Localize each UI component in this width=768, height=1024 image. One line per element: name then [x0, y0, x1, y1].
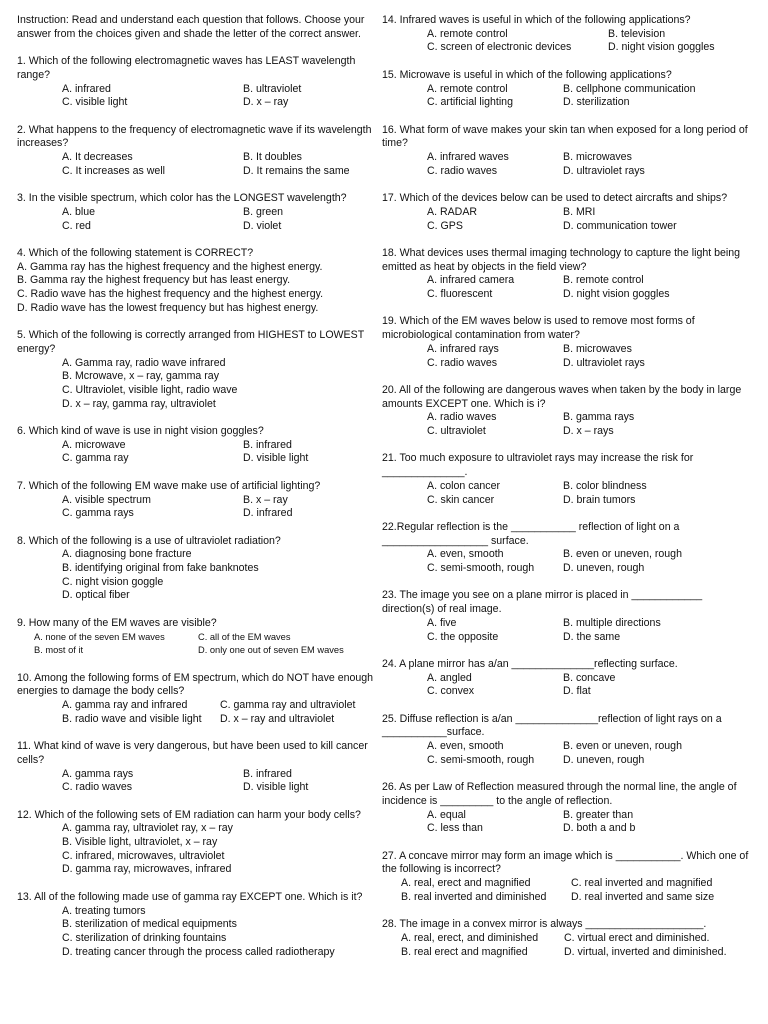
- question-28: [382, 918, 754, 959]
- option-a[interactable]: A. equal: [427, 808, 466, 821]
- option-c[interactable]: C. semi-smooth, rough: [427, 562, 535, 574]
- option-c[interactable]: C. sterilization of drinking fountains: [62, 931, 227, 944]
- question-2: [17, 124, 375, 179]
- option-a[interactable]: A. five: [427, 616, 457, 629]
- option-b[interactable]: B. most of it: [34, 645, 84, 656]
- question-stem: 14. Infrared waves is useful in which of the following applications?: [382, 14, 691, 26]
- question-17: [382, 192, 754, 233]
- option-b[interactable]: B. microwaves: [563, 342, 632, 355]
- question-stem: 25. Diffuse reflection is a/an ______________reflection of light rays on a ___________surface.: [382, 712, 722, 739]
- option-d[interactable]: D. only one out of seven EM waves: [198, 645, 344, 656]
- option-d[interactable]: D. Radio wave has the lowest frequency but has highest energy.: [17, 301, 319, 314]
- question-21: [382, 452, 754, 507]
- option-a[interactable]: A. infrared camera: [427, 274, 515, 287]
- question-stem: 28. The image in a convex mirror is always ____________________.: [382, 918, 707, 931]
- option-a[interactable]: A. blue: [62, 205, 95, 218]
- question-25: [382, 713, 754, 768]
- question-stem: 5. Which of the following is correctly arranged from HIGHEST to LOWEST energy?: [17, 329, 364, 355]
- option-d[interactable]: D. treating cancer through the process called radiotherapy: [62, 945, 335, 958]
- question-5: [17, 329, 375, 411]
- option-b[interactable]: B. remote control: [563, 274, 644, 287]
- option-a[interactable]: A. radio waves: [427, 411, 497, 424]
- question-16: [382, 124, 754, 179]
- option-b[interactable]: B. identifying original from fake banknotes: [62, 562, 259, 574]
- option-b[interactable]: B. real erect and magnified: [401, 945, 528, 958]
- question-27: [382, 850, 754, 905]
- option-c[interactable]: C. radio waves: [427, 356, 498, 369]
- option-c[interactable]: C. Radio wave has the highest frequency and the highest energy.: [17, 288, 324, 300]
- question-20: [382, 384, 754, 439]
- question-3: [17, 192, 375, 233]
- question-23: [382, 589, 754, 644]
- option-b[interactable]: B. infrared: [243, 438, 292, 451]
- option-a[interactable]: A. remote control: [427, 27, 508, 40]
- option-b[interactable]: B. gamma rays: [563, 411, 635, 424]
- question-stem: 7. Which of the following EM wave make use of artificial lighting?: [17, 479, 321, 492]
- option-d[interactable]: D. x – ray and ultraviolet: [220, 712, 335, 725]
- option-a[interactable]: A. real, erect, and diminished: [401, 931, 539, 944]
- option-a[interactable]: A. Gamma ray, radio wave infrared: [62, 356, 226, 369]
- option-b[interactable]: B. radio wave and visible light: [62, 712, 202, 725]
- option-b[interactable]: B. real inverted and diminished: [401, 890, 547, 903]
- option-a[interactable]: A. gamma ray and infrared: [62, 699, 188, 711]
- question-14: [382, 14, 754, 55]
- option-b[interactable]: B. infrared: [243, 767, 292, 780]
- question-22: [382, 521, 754, 576]
- question-stem: 3. In the visible spectrum, which color has the LONGEST wavelength?: [17, 192, 347, 205]
- question-12: [17, 809, 375, 878]
- question-stem: 16. What form of wave makes your skin tan when exposed for a long period of time?: [382, 123, 748, 150]
- option-a[interactable]: A. infrared rays: [427, 342, 499, 355]
- option-c[interactable]: C. GPS: [427, 219, 463, 232]
- option-d[interactable]: D. ultraviolet rays: [563, 164, 645, 177]
- option-b[interactable]: B. green: [243, 205, 284, 218]
- question-stem: 15. Microwave is useful in which of the following applications?: [382, 68, 672, 81]
- option-d[interactable]: D. communication tower: [563, 219, 677, 232]
- option-c[interactable]: C. real inverted and magnified: [571, 877, 713, 890]
- question-19: [382, 315, 754, 370]
- option-c[interactable]: C. screen of electronic devices: [427, 41, 572, 54]
- option-b[interactable]: B. greater than: [563, 808, 634, 821]
- question-stem: 27. A concave mirror may form an image which is ___________. Which one of the following is incorrect?: [382, 849, 749, 876]
- option-d[interactable]: D. real inverted and same size: [571, 890, 715, 903]
- option-b[interactable]: B. Mcrowave, x – ray, gamma ray: [62, 370, 219, 383]
- question-stem: 18. What devices uses thermal imaging technology to capture the light being emitted as heat by objects in the field view?: [382, 246, 741, 273]
- option-a[interactable]: A. remote control: [427, 82, 508, 95]
- option-b[interactable]: B. even or uneven, rough: [563, 548, 682, 561]
- question-stem: 17. Which of the devices below can be used to detect aircrafts and ships?: [382, 192, 728, 205]
- option-d[interactable]: D. sterilization: [563, 96, 630, 109]
- option-c[interactable]: C. fluorescent: [427, 288, 493, 300]
- question-stem: 4. Which of the following statement is CORRECT?: [17, 246, 254, 259]
- left-column: [17, 14, 375, 959]
- question-13: [17, 891, 375, 960]
- option-d[interactable]: D. visible light: [243, 452, 309, 465]
- option-c[interactable]: C. Ultraviolet, visible light, radio wave: [62, 383, 238, 396]
- option-c[interactable]: C. visible light: [62, 96, 128, 109]
- question-4: [17, 247, 375, 316]
- option-d[interactable]: D. gamma ray, microwaves, infrared: [62, 863, 232, 876]
- question-6: [17, 425, 375, 466]
- option-b[interactable]: B. color blindness: [563, 479, 647, 492]
- instructions: Instruction: Read and understand each question that follows. Choose your answer from the choices given and shade the letter of the correct answer.: [17, 14, 365, 40]
- option-c[interactable]: C. artificial lighting: [427, 96, 513, 109]
- question-stem: 8. Which of the following is a use of ultraviolet radiation?: [17, 534, 281, 547]
- question-9: [17, 617, 375, 658]
- option-d[interactable]: D. brain tumors: [563, 493, 636, 506]
- option-a[interactable]: A. infrared waves: [427, 151, 509, 163]
- question-8: [17, 535, 375, 604]
- question-stem: 21. Too much exposure to ultraviolet rays may increase the risk for ______________.: [382, 452, 694, 479]
- option-c[interactable]: C. radio waves: [427, 164, 498, 177]
- option-b[interactable]: B. Gamma ray the highest frequency but has least energy.: [17, 274, 291, 287]
- option-a[interactable]: A. microwave: [62, 438, 126, 451]
- option-a[interactable]: A. colon cancer: [427, 479, 501, 492]
- option-c[interactable]: C. night vision goggle: [62, 575, 164, 588]
- option-d[interactable]: D. ultraviolet rays: [563, 356, 645, 369]
- option-b[interactable]: B. multiple directions: [563, 616, 661, 629]
- option-c[interactable]: C. gamma ray: [62, 452, 129, 465]
- option-a[interactable]: A. diagnosing bone fracture: [62, 548, 192, 561]
- option-d[interactable]: D. x – rays: [563, 425, 614, 437]
- option-d[interactable]: D. optical fiber: [62, 589, 130, 602]
- question-1: [17, 55, 375, 110]
- option-d[interactable]: D. visible light: [243, 781, 309, 794]
- option-b[interactable]: B. It doubles: [243, 151, 302, 163]
- question-stem: 2. What happens to the frequency of electromagnetic wave if its wavelength increases?: [17, 123, 372, 150]
- question-stem: 20. All of the following are dangerous waves when taken by the body in large amounts EXCEPT one. Which is i?: [382, 383, 742, 410]
- option-b[interactable]: B. even or uneven, rough: [563, 740, 682, 753]
- option-b[interactable]: B. Visible light, ultraviolet, x – ray: [62, 836, 218, 848]
- question-stem: 9. How many of the EM waves are visible?: [17, 616, 217, 629]
- option-d[interactable]: D. the same: [563, 630, 621, 643]
- option-a[interactable]: A. infrared: [62, 82, 111, 95]
- question-26: [382, 781, 754, 836]
- option-c[interactable]: C. ultraviolet: [427, 425, 486, 437]
- question-stem: 10. Among the following forms of EM spectrum, which do NOT have enough energies to damage the body cells?: [17, 671, 374, 698]
- option-b[interactable]: B. cellphone communication: [563, 82, 696, 95]
- question-18: [382, 247, 754, 302]
- option-b[interactable]: B. microwaves: [563, 151, 632, 163]
- option-a[interactable]: A. even, smooth: [427, 740, 504, 753]
- option-d[interactable]: D. x – ray: [243, 96, 289, 109]
- option-c[interactable]: C. the opposite: [427, 630, 499, 643]
- option-d[interactable]: D. uneven, rough: [563, 753, 645, 766]
- right-column: [382, 14, 754, 959]
- option-c[interactable]: C. It increases as well: [62, 164, 166, 177]
- option-b[interactable]: B. x – ray: [243, 493, 288, 506]
- question-stem: 22.Regular reflection is the ___________ reflection of light on a __________________ surface.: [382, 520, 680, 547]
- option-a[interactable]: A. It decreases: [62, 151, 133, 163]
- option-c[interactable]: C. skin cancer: [427, 493, 495, 506]
- option-a[interactable]: A. angled: [427, 671, 472, 684]
- question-stem: 23. The image you see on a plane mirror is placed in ____________ direction(s) of real image.: [382, 589, 703, 616]
- question-15: [382, 69, 754, 110]
- question-stem: 11. What kind of wave is very dangerous, but have been used to kill cancer cells?: [17, 740, 368, 766]
- option-c[interactable]: C. infrared, microwaves, ultraviolet: [62, 849, 225, 862]
- option-d[interactable]: D. violet: [243, 219, 282, 232]
- option-d[interactable]: D. x – ray, gamma ray, ultraviolet: [62, 397, 216, 410]
- option-b[interactable]: B. sterilization of medical equipments: [62, 918, 237, 931]
- option-c[interactable]: C. radio waves: [62, 781, 133, 794]
- option-c[interactable]: C. gamma rays: [62, 507, 134, 520]
- option-a[interactable]: A. even, smooth: [427, 548, 504, 561]
- question-stem: 19. Which of the EM waves below is used to remove most forms of microbiological contamination from water?: [382, 315, 695, 342]
- option-c[interactable]: C. gamma ray and ultraviolet: [220, 699, 356, 711]
- question-stem: 24. A plane mirror has a/an ______________reflecting surface.: [382, 657, 678, 670]
- option-a[interactable]: A. gamma rays: [62, 767, 134, 780]
- option-a[interactable]: A. visible spectrum: [62, 493, 151, 506]
- question-stem: 6. Which kind of wave is use in night vision goggles?: [17, 425, 264, 437]
- option-d[interactable]: D. flat: [563, 685, 591, 698]
- option-c[interactable]: C. convex: [427, 685, 475, 698]
- option-c[interactable]: C. semi-smooth, rough: [427, 753, 535, 766]
- option-c[interactable]: C. virtual erect and diminished.: [564, 931, 710, 944]
- question-stem: 26. As per Law of Reflection measured through the normal line, the angle of incidence is _________ to the angle of reflection.: [382, 781, 737, 807]
- question-7: [17, 480, 375, 521]
- option-b[interactable]: B. concave: [563, 671, 616, 684]
- option-d[interactable]: D. infrared: [243, 507, 293, 520]
- question-24: [382, 658, 754, 699]
- option-d[interactable]: D. night vision goggles: [563, 288, 670, 300]
- question-stem: 13. All of the following made use of gamma ray EXCEPT one. Which is it?: [17, 890, 363, 903]
- option-d[interactable]: D. virtual, inverted and diminished.: [564, 945, 727, 958]
- option-a[interactable]: A. Gamma ray has the highest frequency and the highest energy.: [17, 260, 323, 273]
- question-stem: 12. Which of the following sets of EM radiation can harm your body cells?: [17, 808, 361, 821]
- option-a[interactable]: A. treating tumors: [62, 904, 146, 917]
- question-stem: 1. Which of the following electromagnetic waves has LEAST wavelength range?: [17, 55, 356, 81]
- question-10: [17, 672, 375, 727]
- option-c[interactable]: C. red: [62, 219, 91, 232]
- option-c[interactable]: C. all of the EM waves: [198, 631, 291, 642]
- option-d[interactable]: D. It remains the same: [243, 164, 350, 177]
- option-c[interactable]: C. less than: [427, 822, 483, 835]
- option-d[interactable]: D. uneven, rough: [563, 562, 645, 574]
- option-a[interactable]: A. none of the seven EM waves: [34, 631, 165, 642]
- question-11: [17, 740, 375, 795]
- option-a[interactable]: A. real, erect and magnified: [401, 877, 531, 890]
- option-d[interactable]: D. both a and b: [563, 822, 636, 835]
- option-b[interactable]: B. television: [608, 27, 666, 40]
- option-b[interactable]: B. ultraviolet: [243, 82, 302, 95]
- option-d[interactable]: D. night vision goggles: [608, 41, 715, 54]
- option-b[interactable]: B. MRI: [563, 205, 596, 218]
- option-a[interactable]: A. gamma ray, ultraviolet ray, x – ray: [62, 822, 233, 835]
- option-a[interactable]: A. RADAR: [427, 205, 478, 218]
